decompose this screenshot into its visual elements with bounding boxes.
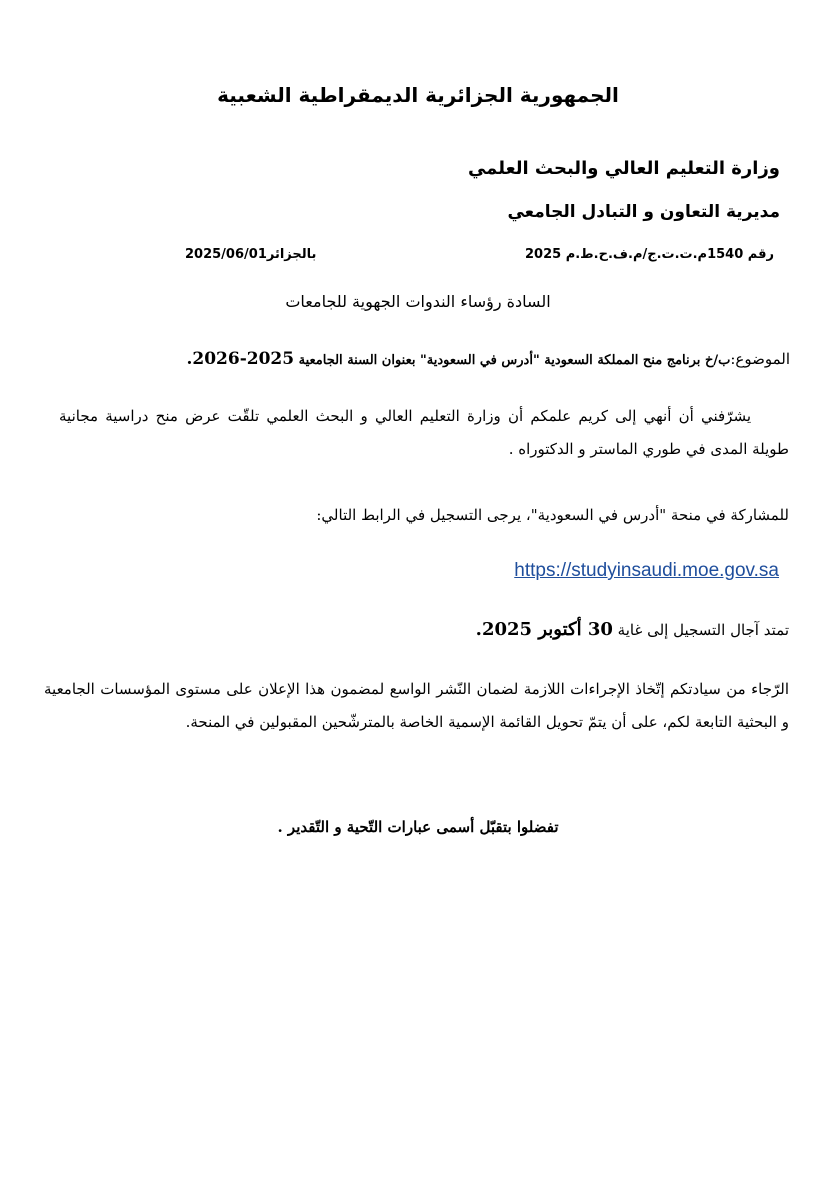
subject-body: ب/خ برنامج منح المملكة السعودية "أدرس في السعودية" بعنوان السنة الجامعية [294, 353, 731, 368]
directorate-name: مديرية التعاون و التبادل الجامعي [507, 202, 780, 222]
body-paragraph-1: يشرّفني أن أنهي إلى كريم علمكم أن وزارة التعليم العالي و البحث العلمي تلقّت عرض منح دراسية مجانية طويلة المدى في طوري الماستر و الدكتوراه . [59, 407, 789, 458]
participation-instruction: للمشاركة في منحة "أدرس في السعودية"، يرجى التسجيل في الرابط التالي: [316, 506, 789, 524]
registration-link[interactable]: https://studyinsaudi.moe.gov.sa [514, 560, 779, 581]
subject-label: الموضوع: [730, 350, 790, 368]
deadline-date: 30 أكتوبر 2025. [475, 619, 613, 640]
subject-line [186, 349, 790, 369]
deadline-line [476, 619, 789, 640]
ministry-name: وزارة التعليم العالي والبحث العلمي [467, 158, 780, 179]
recipient-line: السادة رؤساء الندوات الجهوية للجامعات [285, 292, 551, 311]
reference-row [60, 247, 774, 271]
body-paragraph-2: الرّجاء من سيادتكم إتّخاذ الإجراءات اللازمة لضمان النّشر الواسع لمضمون هذا الإعلان على مستوى المؤسسات الجامعية و البحثية التابعة لكم، على أن يتمّ تحويل القائمة الإسمية الخاصة بالمترشّحين المقبولين في المنحة. [44, 680, 789, 731]
deadline-text: تمتد آجال التسجيل إلى غاية [612, 621, 789, 639]
closing-salutation: تفضلوا بتقبّل أسمى عبارات التّحية و التّقدير . [277, 818, 559, 836]
subject-years: 2025-2026. [186, 349, 295, 369]
republic-heading: الجمهورية الجزائرية الديمقراطية الشعبية [217, 83, 619, 107]
reference-number: رقم 1540م.ت.ت.ج/م.ف.ح.ط.م 2025 [525, 247, 774, 262]
place-date: بالجزائر2025/06/01 [185, 247, 317, 262]
